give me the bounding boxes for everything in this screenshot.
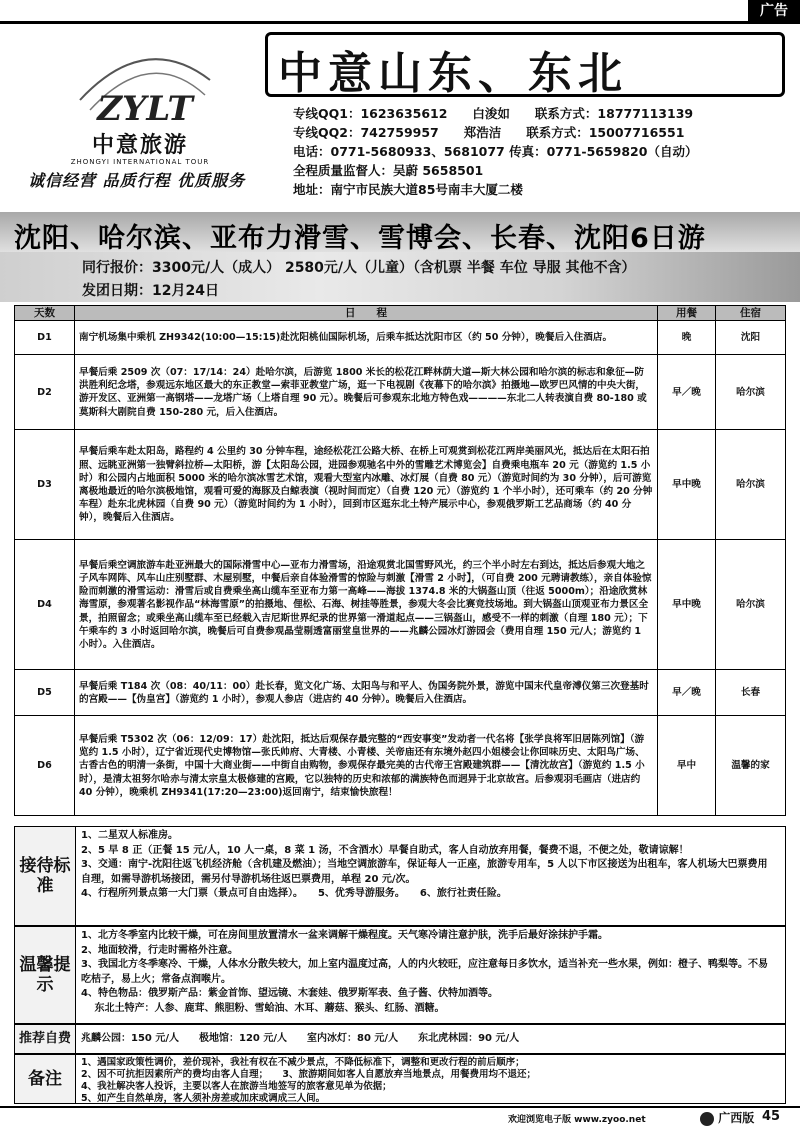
recommend-label: 推荐自费 <box>15 1025 76 1053</box>
tips-body <box>81 929 775 1016</box>
notes-label: 备注 <box>15 1055 76 1103</box>
contact-line: 专线QQ2：742759957 郑浩洁 联系方式：15007716551 <box>293 125 685 140</box>
header <box>10 30 790 200</box>
stay-cell: 温馨的家 <box>716 716 786 816</box>
list-item: 1、北方冬季室内比较干燥，可在房间里放置清水一盆来调解干燥程度。天气寒冷请注意护肤，洗手后最好涂抹护手霜。 <box>81 930 608 941</box>
stay-cell: 沈阳 <box>716 321 786 355</box>
footer <box>0 1106 800 1128</box>
logo-name-en: ZHONGYI INTERNATIONAL TOUR <box>70 158 210 166</box>
schedule-cell: 早餐后乘 T5302 次（06：12/09：17）赴沈阳，抵达后观保存最完整的“西安事变”发动者一代名将【张学良将军旧居陈列馆】（游览约 1.5 小时），辽宁省近现代史博物馆—张氏帅府、大青楼、小青楼、关帝庙还有东境外赵四小姐楼会让你回味历史、太阳鸟广场、古香古色的明清一条街，中国十大商业街——中街自由购物，参观保存最完美的古代帝王宫殿建筑群——【清沈故宫】（游览约 1.5 小时），是清太祖努尔哈赤与清太宗皇太极修建的宫殿，它以独特的历史和浓郁的满族特色而迥异于北京故宫。后参观羽毛画店（进店约 40 分钟），晚乘机 ZH9341(17:20—23:00)返回南宁，结束愉快旅程！ <box>75 716 658 816</box>
list-item: 1、遇国家政策性调价，差价现补，我社有权在不减少景点，不降低标准下，调整和更改行程的前后顺序； <box>81 1057 525 1068</box>
col-day: 天数 <box>15 306 75 321</box>
title-box <box>265 32 785 97</box>
logo-mark-icon <box>70 40 220 130</box>
slogan: 诚信经营 品质行程 优质服务 <box>28 171 246 190</box>
meal-cell: 早／晚 <box>658 355 716 430</box>
meal-cell: 早中 <box>658 716 716 816</box>
stay-cell: 哈尔滨 <box>716 540 786 670</box>
day-cell: D4 <box>15 540 75 670</box>
table-row <box>15 430 786 540</box>
ad-tag: 广告 <box>748 0 800 22</box>
day-cell: D5 <box>15 670 75 716</box>
col-stay: 住宿 <box>716 306 786 321</box>
meal-cell: 早／晚 <box>658 670 716 716</box>
stay-cell: 哈尔滨 <box>716 355 786 430</box>
notes-section <box>14 1054 786 1104</box>
list-item: 4、我社解决客人投诉，主要以客人在旅游当地签写的旅客意见单为依据； <box>81 1080 392 1092</box>
list-item: 2、因不可抗拒因素所产的费均由客人自理； 3、旅游期间如客人自愿放弃当地景点，用餐费用均不退还； <box>81 1068 536 1080</box>
page-number: 45 <box>762 1109 781 1124</box>
list-item: 东北土特产：人参、鹿茸、熊胆粉、雪蛤油、木耳、蘑菇、猴头、红肠、酒糖。 <box>81 1002 445 1014</box>
table-header <box>15 306 786 321</box>
service-section <box>14 826 786 926</box>
list-item: 2、5 早 8 正（正餐 15 元/人，10 人一桌，8 菜 1 汤，不含酒水）早餐自助式，客人自动放弃用餐，餐费不退，不便之处，敬请谅解！ <box>81 844 689 856</box>
tips-section <box>14 926 786 1024</box>
contact-line: 全程质量监督人：吴蔚 5658501 <box>293 163 484 178</box>
stay-cell: 哈尔滨 <box>716 430 786 540</box>
service-label: 接待标准 <box>15 827 76 925</box>
tips-label: 温馨提示 <box>15 927 76 1023</box>
top-rule <box>0 21 800 24</box>
logo <box>30 40 250 175</box>
table-row <box>15 321 786 355</box>
tour-title: 沈阳、哈尔滨、亚布力滑雪、雪博会、长春、沈阳6日游 <box>14 223 706 254</box>
meal-cell: 早中晚 <box>658 430 716 540</box>
list-item: 4、特色物品：俄罗斯产品：紫金首饰、望远镜、木套娃、俄罗斯军表、鱼子酱、伏特加酒等。 <box>81 988 498 999</box>
list-item: 3、交通：南宁-沈阳往返飞机经济舱（含机建及燃油）；当地空调旅游车，保证每人一正座，旅游专用车，5 人以下市区接送为出租车，客人机场大巴票费用自理，如需导游机场接团，需另付导游机场往返巴票费用，单程 20 元/次。 <box>81 859 768 885</box>
list-item: 2、地面较滑，行走时需格外注意。 <box>81 944 238 956</box>
tour-price: 同行报价：3300元/人（成人） 2580元/人（儿童）（含机票 半餐 车位 导服 其他不含） <box>82 260 636 276</box>
schedule-cell: 早餐后乘空调旅游车赴亚洲最大的国际滑雪中心—亚布力滑雪场，沿途观赏北国雪野风光，约三个半小时左右到达，抵达后参观大地之子风车网阵、风车山庄别墅群、木屋别墅，中餐后亲自体验滑雪的惊险与刺激【滑雪 2 小时】，（可自费 200 元聘请教练），亲自体验惊险而刺激的滑雪运动：滑雪后或自费乘坐高山缆车至亚布力第一高峰——海拔 1374.8 米的大锅盔山顶（往返 5000m）；沿途欣赏林海雪原，参观著名影视作品“林海雪原”的拍摄地、俚松、石海、树挂等胜景，参观大冬会比赛竞技场地。到大锅盔山顶观亚布力景区全景，拍照留念；或乘坐高山缆车至已经载入吉尼斯世界纪录的世界第一滑道起点——三锅盔山，感受不一样的刺激（自理 180 元）；下午乘车约 3 小时返回哈尔滨，晚餐后可自费参观晶莹剔透富丽堂皇世界的——兆麟公园冰灯游园会（费用自理 150 元/人；游览约 1 小时）。入住酒店。 <box>75 540 658 670</box>
tour-banner <box>0 212 800 302</box>
footer-website: 欢迎浏览电子版 www.zyoo.net <box>508 1115 646 1125</box>
list-item: 1、二星双人标准房。 <box>81 830 178 841</box>
notes-body <box>81 1057 775 1105</box>
day-cell: D6 <box>15 716 75 816</box>
recommend-body: 兆麟公园：150 元/人 极地馆：120 元/人 室内冰灯：80 元/人 东北虎林园：90 元/人 <box>81 1033 520 1044</box>
tour-date: 发团日期：12月24日 <box>82 283 219 299</box>
table-row <box>15 670 786 716</box>
list-item: 5、如产生自然单房，客人须补房差或加床或调成三人间。 <box>81 1092 326 1104</box>
list-item: 3、我国北方冬季寒冷、干燥，人体水分散失较大，加上室内温度过高，人的内火较旺，应注意每日多饮水，适当补充一些水果，例如：橙子、鸭梨等。不易吃桔子，易上火；常备点润喉片。 <box>81 959 768 985</box>
footer-rule <box>0 1106 800 1108</box>
contact-line: 地址：南宁市民族大道85号南丰大厦二楼 <box>293 182 523 197</box>
schedule-cell: 南宁机场集中乘机 ZH9342(10:00—15:15)赴沈阳桃仙国际机场，后乘车抵达沈阳市区（约 50 分钟），晚餐后入住酒店。 <box>75 321 658 355</box>
service-body <box>81 829 775 902</box>
day-cell: D2 <box>15 355 75 430</box>
edition-logo-icon <box>700 1112 714 1126</box>
schedule-cell: 早餐后乘 2509 次（07：17/14：24）赴哈尔滨，后游览 1800 米长的松花江畔林荫大道—斯大林公园和哈尔滨的标志和象征—防洪胜利纪念塔，参观远东地区最大的东正教堂—索菲亚教堂广场，逛一下电视剧《夜幕下的哈尔滨》拍摄地—欧罗巴风情的中央大街，游开发区、亚洲第一高钢塔——龙塔广场（上塔自理 90 元）。晚餐后可参观东北地方特色戏————东北二人转表演自费 80-180 或莫斯科大剧院自费 150-280 元，后入住酒店。 <box>75 355 658 430</box>
col-schedule: 日 程 <box>75 306 658 321</box>
list-item: 4、行程所列景点第一大门票（景点可自由选择）。 5、优秀导游服务。 6、旅行社责任险。 <box>81 888 507 899</box>
meal-cell: 晚 <box>658 321 716 355</box>
table-row <box>15 540 786 670</box>
day-cell: D1 <box>15 321 75 355</box>
edition-label: 广西版 <box>718 1111 755 1125</box>
itinerary-table <box>14 305 786 816</box>
schedule-cell: 早餐后乘 T184 次（08：40/11：00）赴长春，览文化广场、太阳鸟与和平人、伪国务院外景，游览中国末代皇帝溥仪第三次登基时的宫殿——【伪皇宫】（游览约 1 小时），参观人参店（进店约 40 分钟）。晚餐后入住酒店。 <box>75 670 658 716</box>
logo-name: 中意旅游 <box>91 133 188 158</box>
contact-line: 专线QQ1：1623635612 白浚如 联系方式：18777113139 <box>293 106 694 121</box>
table-row <box>15 716 786 816</box>
footer-edition <box>700 1109 754 1126</box>
table-row <box>15 355 786 430</box>
meal-cell: 早中晚 <box>658 540 716 670</box>
stay-cell: 长春 <box>716 670 786 716</box>
day-cell: D3 <box>15 430 75 540</box>
schedule-cell: 早餐后乘车赴太阳岛，路程约 4 公里约 30 分钟车程，途经松花江公路大桥、在桥上可观赏到松花江两岸美丽风光，抵达后在太阳石拍照、远眺亚洲第一独臂斜拉桥—太阳桥，游【太阳岛公园，进园参观驰名中外的雪雕艺术博览会】自费乘电瓶车 20 元（游览约 1.5 小时）和公园内占地面积 5000 米的哈尔滨冰雪艺术馆，观看大型室内冰雕、冰灯展（自费 80 元）（游览时间约为 30 分钟），后可游览离极地最近的哈尔滨极地馆，观看可爱的海豚及白鲸表演（视时间而定）（自费 120 元）（游览约 1 个半小时），还可乘车（约 20 分钟车程）赴东北虎林园（自费 90 元）（游览时间约为 1 小时），回到市区逛东北土特产展示中心，参观俄罗斯工艺品商场（约 40 分钟），晚餐后入住酒店。 <box>75 430 658 540</box>
col-meal: 用餐 <box>658 306 716 321</box>
contact-line: 电话：0771-5680933、5681077 传真：0771-5659820（自动） <box>293 144 698 159</box>
recommend-section <box>14 1024 786 1054</box>
page-title: 中意山东、东北 <box>278 48 628 99</box>
logo-mark-text: ZYLT <box>97 89 193 129</box>
